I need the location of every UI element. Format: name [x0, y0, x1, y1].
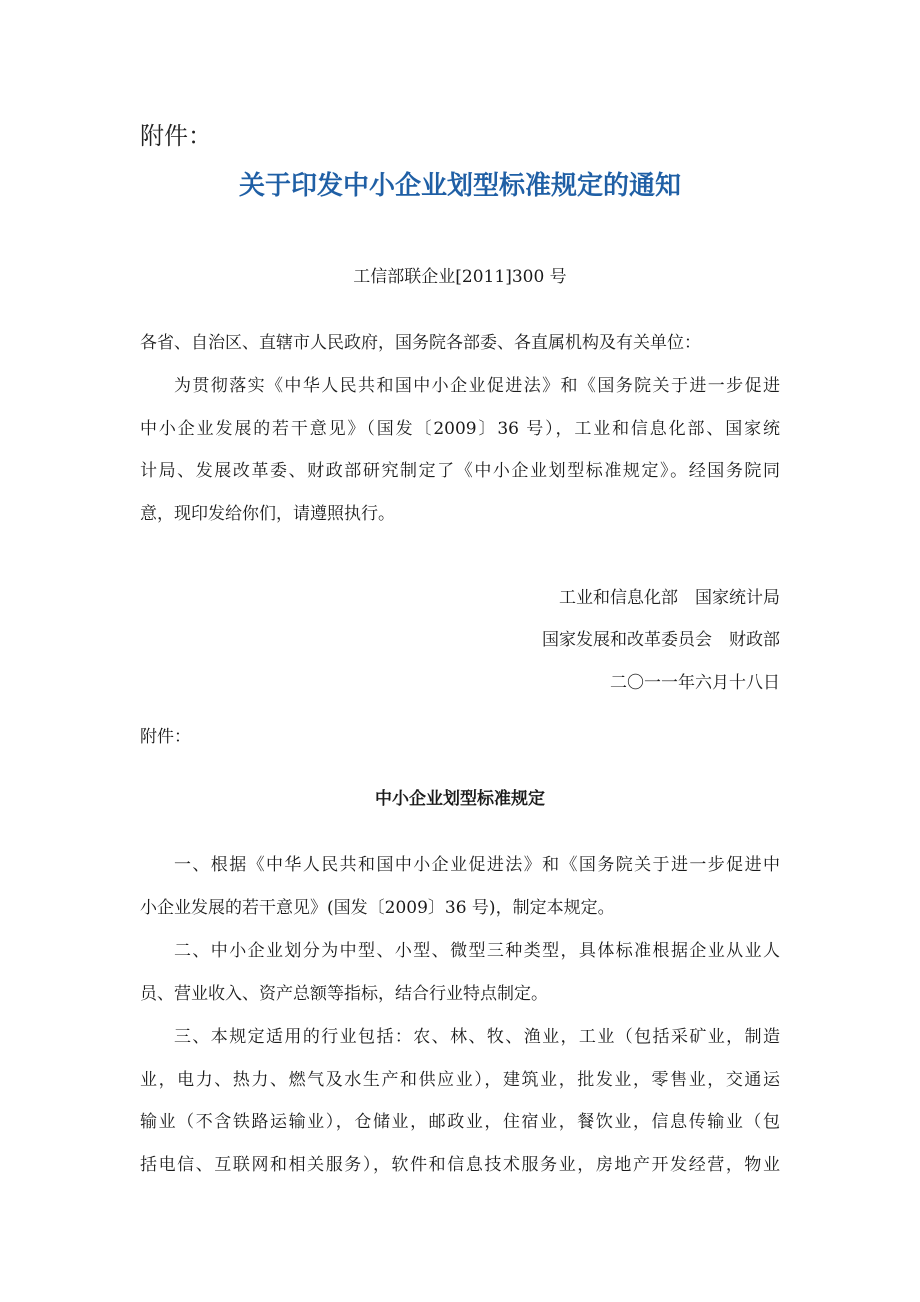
document-number: 工信部联企业[2011]300 号: [353, 267, 567, 287]
clause-3-line: 输业（不含铁路运输业），仓储业，邮政业，住宿业，餐饮业，信息传输业（包: [140, 1112, 780, 1132]
signers-line-1: 工业和信息化部 国家统计局: [559, 588, 780, 608]
notice-body-line: 计局、发展改革委、财政部研究制定了《中小企业划型标准规定》。经国务院同: [140, 461, 780, 481]
attachment-label-appendix: 附件：: [140, 727, 191, 747]
addressee-line: 各省、自治区、直辖市人民政府，国务院各部委、各直属机构及有关单位：: [140, 333, 701, 353]
issue-date: 二〇一一年六月十八日: [610, 673, 780, 693]
clause-1-line: 小企业发展的若干意见》(国发〔2009〕36 号)，制定本规定。: [140, 897, 615, 918]
notice-body-line: 意，现印发给你们，请遵照执行。: [140, 503, 395, 524]
clause-3-line: 括电信、互联网和相关服务），软件和信息技术服务业，房地产开发经营，物业: [140, 1154, 780, 1175]
addressee: [140, 322, 780, 365]
appendix-title: 中小企业划型标准规定: [375, 789, 545, 809]
notice-body: [140, 365, 780, 535]
notice-body-line: 为贯彻落实《中华人民共和国中小企业促进法》和《国务院关于进一步促进: [174, 376, 780, 396]
clause-1-line: 一、根据《中华人民共和国中小企业促进法》和《国务院关于进一步促进中: [174, 855, 780, 875]
attachment-label-top: 附件：: [140, 122, 212, 150]
notice-title: 关于印发中小企业划型标准规定的通知: [238, 171, 681, 201]
clause-3: [140, 1016, 780, 1186]
clause-3-line: 业，电力、热力、燃气及水生产和供应业），建筑业，批发业，零售业，交通运: [140, 1069, 780, 1090]
signers-line-2: 国家发展和改革委员会 财政部: [542, 630, 780, 650]
clause-1: [140, 844, 780, 929]
clause-2-line: 员、营业收入、资产总额等指标，结合行业特点制定。: [140, 983, 548, 1004]
clause-2: [140, 930, 780, 1015]
clause-3-line: 三、本规定适用的行业包括：农、林、牧、渔业，工业（包括采矿业，制造: [174, 1027, 780, 1047]
clause-2-line: 二、中小企业划分为中型、小型、微型三种类型，具体标准根据企业从业人: [174, 941, 780, 961]
notice-body-line: 中小企业发展的若干意见》（国发〔2009〕36 号），工业和信息化部、国家统: [140, 418, 780, 439]
